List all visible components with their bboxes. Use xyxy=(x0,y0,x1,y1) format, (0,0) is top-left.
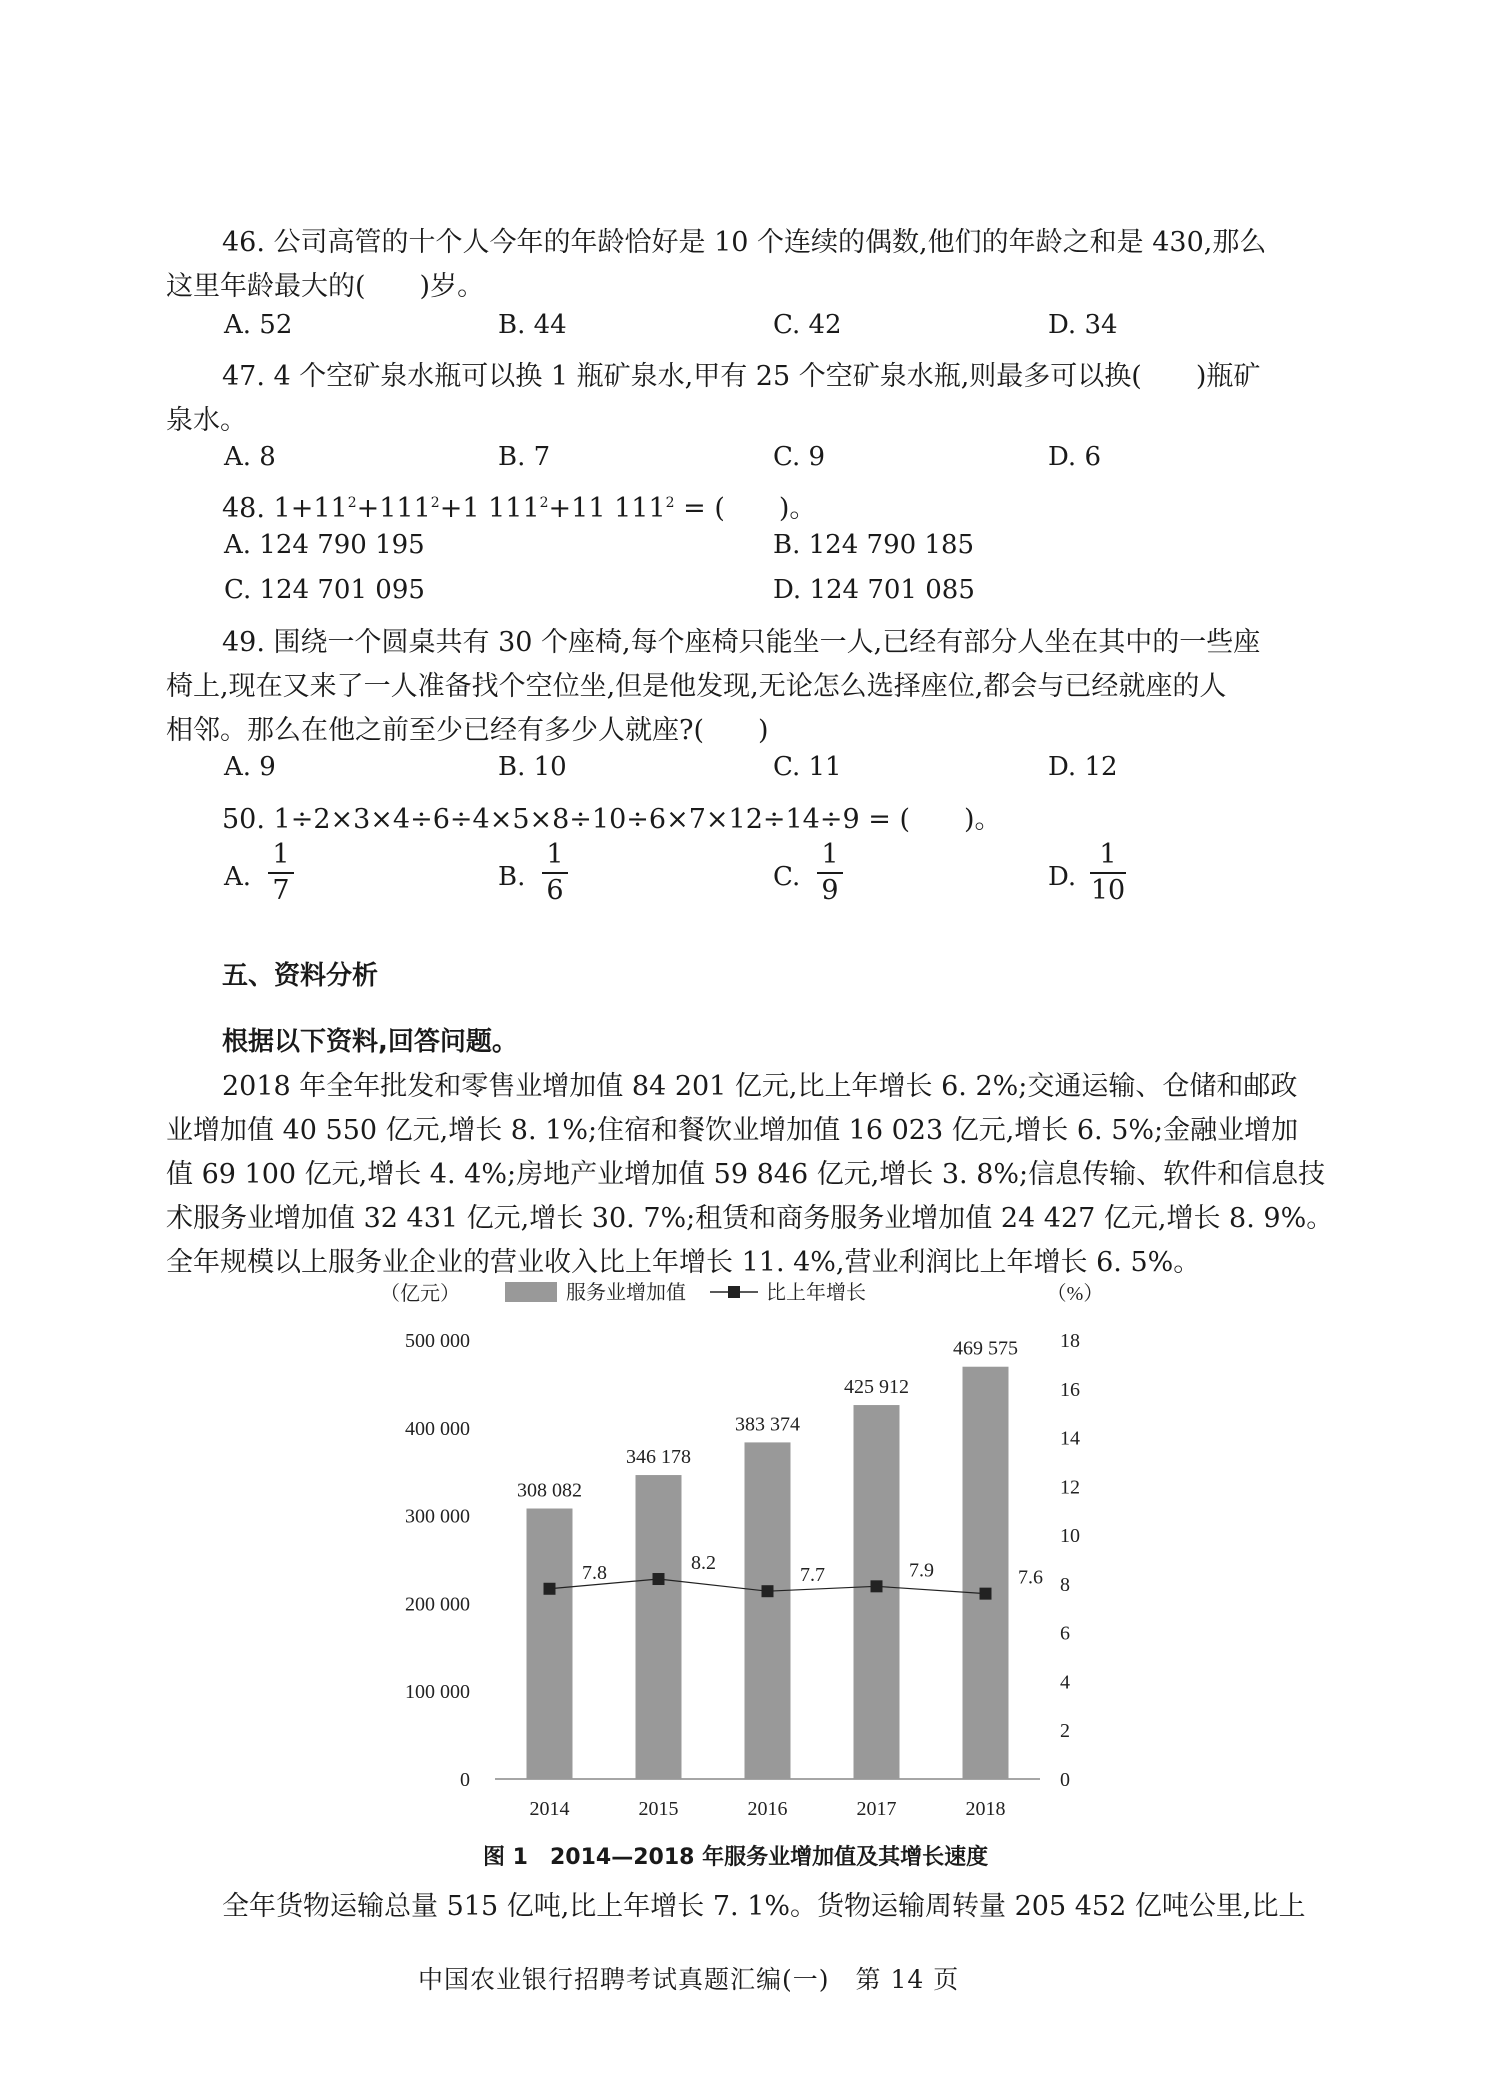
bar xyxy=(745,1442,791,1779)
q50-option-b-fraction xyxy=(542,840,568,906)
q50-option-c-fraction xyxy=(817,840,843,906)
q47-line1: 47. 4 个空矿泉水瓶可以换 1 瓶矿泉水,甲有 25 个空矿泉水瓶,则最多可以换( )瓶矿 xyxy=(222,361,1261,392)
q47-line2: 泉水。 xyxy=(166,405,247,436)
q46-line2: 这里年龄最大的( )岁。 xyxy=(166,271,485,302)
growth-value-label: 7.9 xyxy=(909,1559,934,1582)
q50-option-d-letter: D. xyxy=(1048,862,1077,892)
q47-option-a: A. 8 xyxy=(224,442,276,472)
left-tick-label: 0 xyxy=(460,1769,470,1791)
left-axis-unit: （亿元） xyxy=(380,1283,460,1305)
left-tick-label: 500 000 xyxy=(405,1330,470,1352)
growth-value-label: 8.2 xyxy=(691,1552,716,1575)
right-axis-unit: （%） xyxy=(1046,1283,1104,1305)
q48-option-b: B. 124 790 185 xyxy=(773,530,975,560)
chart-caption: 图 1 2014—2018 年服务业增加值及其增长速度 xyxy=(483,1845,989,1870)
growth-marker xyxy=(653,1573,665,1585)
fraction-denominator: 7 xyxy=(272,875,290,906)
right-tick-label: 12 xyxy=(1060,1476,1080,1499)
q49-option-b: B. 10 xyxy=(498,752,567,782)
left-tick-label: 300 000 xyxy=(405,1505,470,1528)
q48-line xyxy=(222,486,816,525)
fraction-bar xyxy=(817,872,843,874)
growth-value-label: 7.6 xyxy=(1018,1566,1043,1589)
fraction-numerator: 1 xyxy=(546,839,564,870)
exponent: 2 xyxy=(347,495,357,511)
paragraph-line: 术服务业增加值 32 431 亿元,增长 30. 7%;租赁和商务服务业增加值 24 427 亿元,增长 8. 9%。 xyxy=(166,1203,1334,1234)
x-tick-label: 2016 xyxy=(747,1798,788,1820)
q49-option-d: D. 12 xyxy=(1048,752,1118,782)
bar-value-label: 425 912 xyxy=(844,1376,909,1399)
fraction-denominator: 6 xyxy=(546,875,564,906)
q50-option-b-letter: B. xyxy=(498,862,526,892)
q46-option-c: C. 42 xyxy=(773,310,842,340)
fraction-denominator: 9 xyxy=(821,875,839,906)
growth-value-label: 7.8 xyxy=(582,1561,607,1584)
growth-marker xyxy=(871,1580,883,1592)
fraction-denominator: 10 xyxy=(1090,875,1126,906)
right-tick-label: 4 xyxy=(1060,1671,1070,1694)
paragraph-line: 全年规模以上服务业企业的营业收入比上年增长 11. 4%,营业利润比上年增长 6. 5%。 xyxy=(166,1247,1201,1278)
exponent: 2 xyxy=(539,495,549,511)
paragraph-line: 值 69 100 亿元,增长 4. 4%;房地产业增加值 59 846 亿元,增长 3. 8%;信息传输、软件和信息技 xyxy=(166,1159,1326,1190)
right-tick-label: 16 xyxy=(1060,1378,1080,1401)
page-footer: 中国农业银行招聘考试真题汇编(一) 第 14 页 xyxy=(418,1965,960,1994)
service-industry-chart xyxy=(370,1275,1130,1835)
growth-marker xyxy=(762,1585,774,1597)
q48-term1: +111 xyxy=(356,493,431,524)
left-tick-label: 400 000 xyxy=(405,1417,470,1440)
section-title: 五、资料分析 xyxy=(222,961,379,991)
fraction-bar xyxy=(542,872,568,874)
x-tick-label: 2017 xyxy=(856,1798,897,1820)
right-tick-label: 0 xyxy=(1060,1769,1070,1791)
q47-option-c: C. 9 xyxy=(773,442,826,472)
x-tick-label: 2015 xyxy=(638,1798,679,1820)
q49-line2: 椅上,现在又来了一人准备找个空位坐,但是他发现,无论怎么选择座位,都会与已经就座的人 xyxy=(166,671,1227,702)
q48-term3: +11 111 xyxy=(548,493,666,524)
after-chart-line: 全年货物运输总量 515 亿吨,比上年增长 7. 1%。货物运输周转量 205 452 亿吨公里,比上 xyxy=(222,1891,1306,1922)
q48-term2: +1 111 xyxy=(439,493,540,524)
right-tick-label: 8 xyxy=(1060,1573,1070,1596)
q50-option-a-fraction xyxy=(268,840,294,906)
fraction-numerator: 1 xyxy=(272,839,290,870)
legend-line-label: 比上年增长 xyxy=(766,1282,866,1304)
q50-option-a-letter: A. xyxy=(224,862,252,892)
q46-option-a: A. 52 xyxy=(224,310,293,340)
q49-line3: 相邻。那么在他之前至少已经有多少人就座?( ) xyxy=(166,715,769,746)
q47-option-b: B. 7 xyxy=(498,442,551,472)
right-tick-label: 6 xyxy=(1060,1622,1070,1645)
fraction-bar xyxy=(1090,872,1126,874)
bar xyxy=(527,1509,573,1779)
paragraph-line: 2018 年全年批发和零售业增加值 84 201 亿元,比上年增长 6. 2%;交通运输、仓储和邮政 xyxy=(222,1071,1298,1102)
q49-option-c: C. 11 xyxy=(773,752,842,782)
bar-value-label: 383 374 xyxy=(735,1413,800,1436)
bar-value-label: 346 178 xyxy=(626,1446,691,1469)
right-tick-label: 14 xyxy=(1060,1427,1080,1450)
x-tick-label: 2018 xyxy=(965,1798,1006,1820)
growth-marker xyxy=(980,1588,992,1600)
q47-option-d: D. 6 xyxy=(1048,442,1101,472)
bar xyxy=(636,1475,682,1779)
legend-bar-swatch xyxy=(505,1282,557,1302)
section-intro: 根据以下资料,回答问题。 xyxy=(222,1027,518,1057)
q49-option-a: A. 9 xyxy=(224,752,276,782)
left-tick-label: 100 000 xyxy=(405,1681,470,1704)
growth-value-label: 7.7 xyxy=(800,1564,825,1587)
legend-bar-label: 服务业增加值 xyxy=(566,1282,686,1304)
q46-line1: 46. 公司高管的十个人今年的年龄恰好是 10 个连续的偶数,他们的年龄之和是 430,那么 xyxy=(222,227,1267,258)
q46-option-d: D. 34 xyxy=(1048,310,1118,340)
q50-line1: 50. 1÷2×3×4÷6÷4×5×8÷10÷6×7×12÷14÷9 = ( )。 xyxy=(222,804,1002,835)
right-tick-label: 18 xyxy=(1060,1330,1080,1352)
fraction-numerator: 1 xyxy=(1099,839,1117,870)
exponent: 2 xyxy=(430,495,440,511)
q48-suffix: = ( )。 xyxy=(674,493,817,524)
bar xyxy=(963,1367,1009,1779)
q48-option-d: D. 124 701 085 xyxy=(773,575,975,605)
q50-option-c-letter: C. xyxy=(773,862,801,892)
q46-option-b: B. 44 xyxy=(498,310,567,340)
left-tick-label: 200 000 xyxy=(405,1593,470,1616)
q48-option-a: A. 124 790 195 xyxy=(224,530,425,560)
fraction-bar xyxy=(268,872,294,874)
legend-line-marker xyxy=(728,1286,740,1298)
right-tick-label: 2 xyxy=(1060,1720,1070,1743)
paragraph-line: 业增加值 40 550 亿元,增长 8. 1%;住宿和餐饮业增加值 16 023 亿元,增长 6. 5%;金融业增加 xyxy=(166,1115,1299,1146)
bar-value-label: 308 082 xyxy=(517,1479,582,1502)
fraction-numerator: 1 xyxy=(821,839,839,870)
right-tick-label: 10 xyxy=(1060,1525,1080,1548)
q48-option-c: C. 124 701 095 xyxy=(224,575,425,605)
exponent: 2 xyxy=(665,495,675,511)
q49-line1: 49. 围绕一个圆桌共有 30 个座椅,每个座椅只能坐一人,已经有部分人坐在其中的一些座 xyxy=(222,627,1261,658)
bar-value-label: 469 575 xyxy=(953,1337,1018,1360)
x-tick-label: 2014 xyxy=(529,1798,570,1820)
q48-prefix: 48. 1+11 xyxy=(222,493,348,524)
q50-option-d-fraction xyxy=(1090,840,1126,906)
growth-marker xyxy=(544,1583,556,1595)
